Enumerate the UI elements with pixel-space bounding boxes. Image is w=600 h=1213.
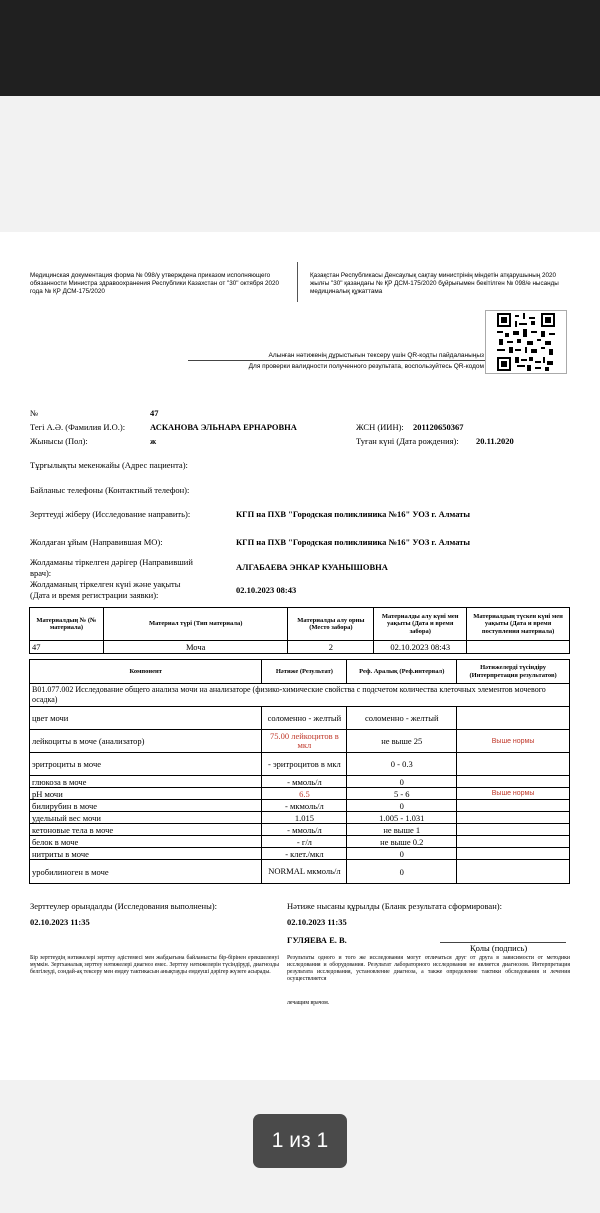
result-interpretation <box>457 707 570 730</box>
doctor-label-2: врач): <box>30 568 52 578</box>
material-row <box>30 641 570 654</box>
result-interpretation: Выше нормы <box>457 788 570 800</box>
results-header: Нәтижелерді түсіндіру (Интерпретация результатов) <box>457 660 570 684</box>
result-row <box>30 776 570 788</box>
viewer-top-bar <box>0 0 600 96</box>
material-cell <box>467 641 570 654</box>
material-header: Материалды алу орны (Место забора) <box>288 608 374 641</box>
sex-value: ж <box>150 436 157 446</box>
result-value: - мкмоль/л <box>262 800 347 812</box>
result-ref: 0 <box>347 860 457 884</box>
result-interpretation <box>457 860 570 884</box>
result-ref: 5 - 6 <box>347 788 457 800</box>
result-component: pH мочи <box>30 788 262 800</box>
reg-label-2: (Дата и время регистрации заявки): <box>30 590 159 600</box>
results-table <box>29 659 570 884</box>
result-value: - эритроцитов в мкл <box>262 753 347 776</box>
result-component: глюкоза в моче <box>30 776 262 788</box>
result-ref: соломенно - желтый <box>347 707 457 730</box>
result-interpretation <box>457 812 570 824</box>
qr-caption-line <box>188 360 485 361</box>
material-header: Материалды алу күні мен уақыты (Дата и время забора) <box>374 608 467 641</box>
number-label: № <box>30 408 39 418</box>
direct-value: КГП на ПХВ "Городская поликлиника №16" УОЗ г. Алматы <box>236 509 471 519</box>
material-cell: 2 <box>288 641 374 654</box>
done-value: 02.10.2023 11:35 <box>30 917 90 927</box>
results-header: Компонент <box>30 660 262 684</box>
disclaimer-ru: Результаты одного и того же исследования могут отличаться друг от друга в зависимости от методики исследования и оборудования. Результат лабораторного исследования не является диагнозом. Интерпретация результата исследования, установление диагноза, а также определение тактики обследования и лечения осуществляется <box>287 955 570 982</box>
signature-label: Қолы (подпись) <box>470 943 528 953</box>
result-interpretation <box>457 824 570 836</box>
result-interpretation: Выше нормы <box>457 730 570 753</box>
result-row <box>30 812 570 824</box>
result-component: кетоновые тела в моче <box>30 824 262 836</box>
result-ref: 0 - 0.3 <box>347 753 457 776</box>
result-value: - ммоль/л <box>262 776 347 788</box>
result-ref: 1.005 - 1.031 <box>347 812 457 824</box>
result-component: лейкоциты в моче (анализатор) <box>30 730 262 753</box>
material-header: Материалдың № (№ материала) <box>30 608 104 641</box>
phone-label: Байланыс телефоны (Контактный телефон): <box>30 485 190 495</box>
material-cell: 47 <box>30 641 104 654</box>
result-row <box>30 824 570 836</box>
result-value: - ммоль/л <box>262 824 347 836</box>
done-label: Зерттеулер орындалды (Исследования выполнены): <box>30 901 217 911</box>
material-header: Материал түрі (Тип материала) <box>103 608 288 641</box>
result-value: соломенно - желтый <box>262 707 347 730</box>
qr-code <box>485 310 567 374</box>
result-row <box>30 860 570 884</box>
document-page <box>0 232 600 1080</box>
result-interpretation <box>457 800 570 812</box>
result-value: - клет./мкл <box>262 848 347 860</box>
reg-value: 02.10.2023 08:43 <box>236 585 297 595</box>
header-divider <box>297 262 298 302</box>
formed-value: 02.10.2023 11:35 <box>287 917 347 927</box>
result-interpretation <box>457 776 570 788</box>
result-ref: не выше 1 <box>347 824 457 836</box>
results-header: Нәтиже (Результат) <box>262 660 347 684</box>
iin-label: ЖСН (ИИН): <box>356 422 404 432</box>
result-component: удельный вес мочи <box>30 812 262 824</box>
number-value: 47 <box>150 408 159 418</box>
result-row <box>30 836 570 848</box>
result-row <box>30 730 570 753</box>
name-value: АСКАНОВА ЭЛЬНАРА ЕРНАРОВНА <box>150 422 297 432</box>
doctor-label-1: Жолдаманы тіркелген дәрігер (Направивший <box>30 557 193 567</box>
result-row <box>30 848 570 860</box>
material-table <box>29 607 570 654</box>
formed-label: Нәтиже нысаны құрылды (Бланк результата сформирован): <box>287 901 502 911</box>
sex-label: Жынысы (Пол): <box>30 436 88 446</box>
page-indicator: 1 из 1 <box>253 1114 347 1168</box>
results-header-row <box>30 660 570 684</box>
result-value: NORMAL мкмоль/л <box>262 860 347 884</box>
result-row <box>30 753 570 776</box>
result-value: 1.015 <box>262 812 347 824</box>
mo-value: КГП на ПХВ "Городская поликлиника №16" УОЗ г. Алматы <box>236 537 471 547</box>
qr-caption-ru: Для проверки валидности полученного результата, воспользуйтесь QR-кодом <box>248 363 484 370</box>
study-row <box>30 684 570 707</box>
dob-value: 20.11.2020 <box>476 436 514 446</box>
result-component: эритроциты в моче <box>30 753 262 776</box>
result-interpretation <box>457 848 570 860</box>
header-left-ru: Медицинская документация форма № 098/у утверждена приказом исполняющего обязанности Министра здравоохранения Республики Казахстан от "30" октября 2020 года № ҚР ДСМ-175/2020 <box>30 272 280 295</box>
material-header-row <box>30 608 570 641</box>
result-interpretation <box>457 836 570 848</box>
direct-label: Зерттеуді жіберу (Исследование направить): <box>30 509 191 519</box>
disclaimer-ru-end: лечащим врачом. <box>287 1000 330 1006</box>
header-right-kz: Қазақстан Республикасы Денсаулық сақтау министрінің міндетін атқарушының 2020 жылғы "30" қазандағы № ҚР ДСМ-175/2020 бұйрығымен бекітілген № 098/е нысанды медициналық құжаттама <box>310 272 559 295</box>
iin-value: 201120650367 <box>413 422 464 432</box>
result-ref: 0 <box>347 800 457 812</box>
result-value: 6.5 <box>262 788 347 800</box>
disclaimer-kz: Бір зерттеудің нәтижелері зерттеу әдістемесі мен жабдығына байланысты бір-бірінен ерекшеленуі мүмкін. Зертханалық зерттеу нәтижелері диагноз емес. Зерттеу нәтижелерін түсіндіруді, диагнозды белгілеуді, сондай-ақ тексеру мен емдеу тактикасын анықтауды емдеуші дәрігер жүзеге асырады. <box>30 955 279 975</box>
qr-caption-kz: Алынған нәтиженің дұрыстығын тексеру үшін QR-кодты пайдаланыңыз <box>268 352 484 359</box>
result-component: билирубин в моче <box>30 800 262 812</box>
signer-name: ГУЛЯЕВА Е. В. <box>287 935 347 945</box>
result-component: уробилиноген в моче <box>30 860 262 884</box>
result-component: цвет мочи <box>30 707 262 730</box>
result-row <box>30 788 570 800</box>
result-component: белок в моче <box>30 836 262 848</box>
study-name: B01.077.002 Исследование общего анализа мочи на анализаторе (физико-химические свойства с подсчетом количества клеточных элементов мочевого осадка) <box>30 684 570 707</box>
results-header: Реф. Аралық (Реф.интервал) <box>347 660 457 684</box>
material-header: Материалдың түскен күні мен уақыты (Дата и время поступления материала) <box>467 608 570 641</box>
result-ref: не выше 25 <box>347 730 457 753</box>
result-row <box>30 707 570 730</box>
material-cell: 02.10.2023 08:43 <box>374 641 467 654</box>
result-interpretation <box>457 753 570 776</box>
reg-label-1: Жолдаманың тіркелген күні және уақыты <box>30 579 181 589</box>
name-label: Тегі А.Ә. (Фамилия И.О.): <box>30 422 126 432</box>
dob-label: Туған күні (Дата рождения): <box>356 436 459 446</box>
result-row <box>30 800 570 812</box>
result-ref: 0 <box>347 848 457 860</box>
mo-label: Жолдаған ұйым (Направившая МО): <box>30 537 163 547</box>
result-value: 75.00 лейкоцитов в мкл <box>262 730 347 753</box>
address-label: Тұрғылықты мекенжайы (Адрес пациента): <box>30 460 188 470</box>
result-ref: 0 <box>347 776 457 788</box>
result-ref: не выше 0.2 <box>347 836 457 848</box>
result-component: нитриты в моче <box>30 848 262 860</box>
result-value: - г/л <box>262 836 347 848</box>
doctor-value: АЛГАБАЕВА ЭНКАР КУАНЫШОВНА <box>236 562 388 572</box>
material-cell: Моча <box>103 641 288 654</box>
